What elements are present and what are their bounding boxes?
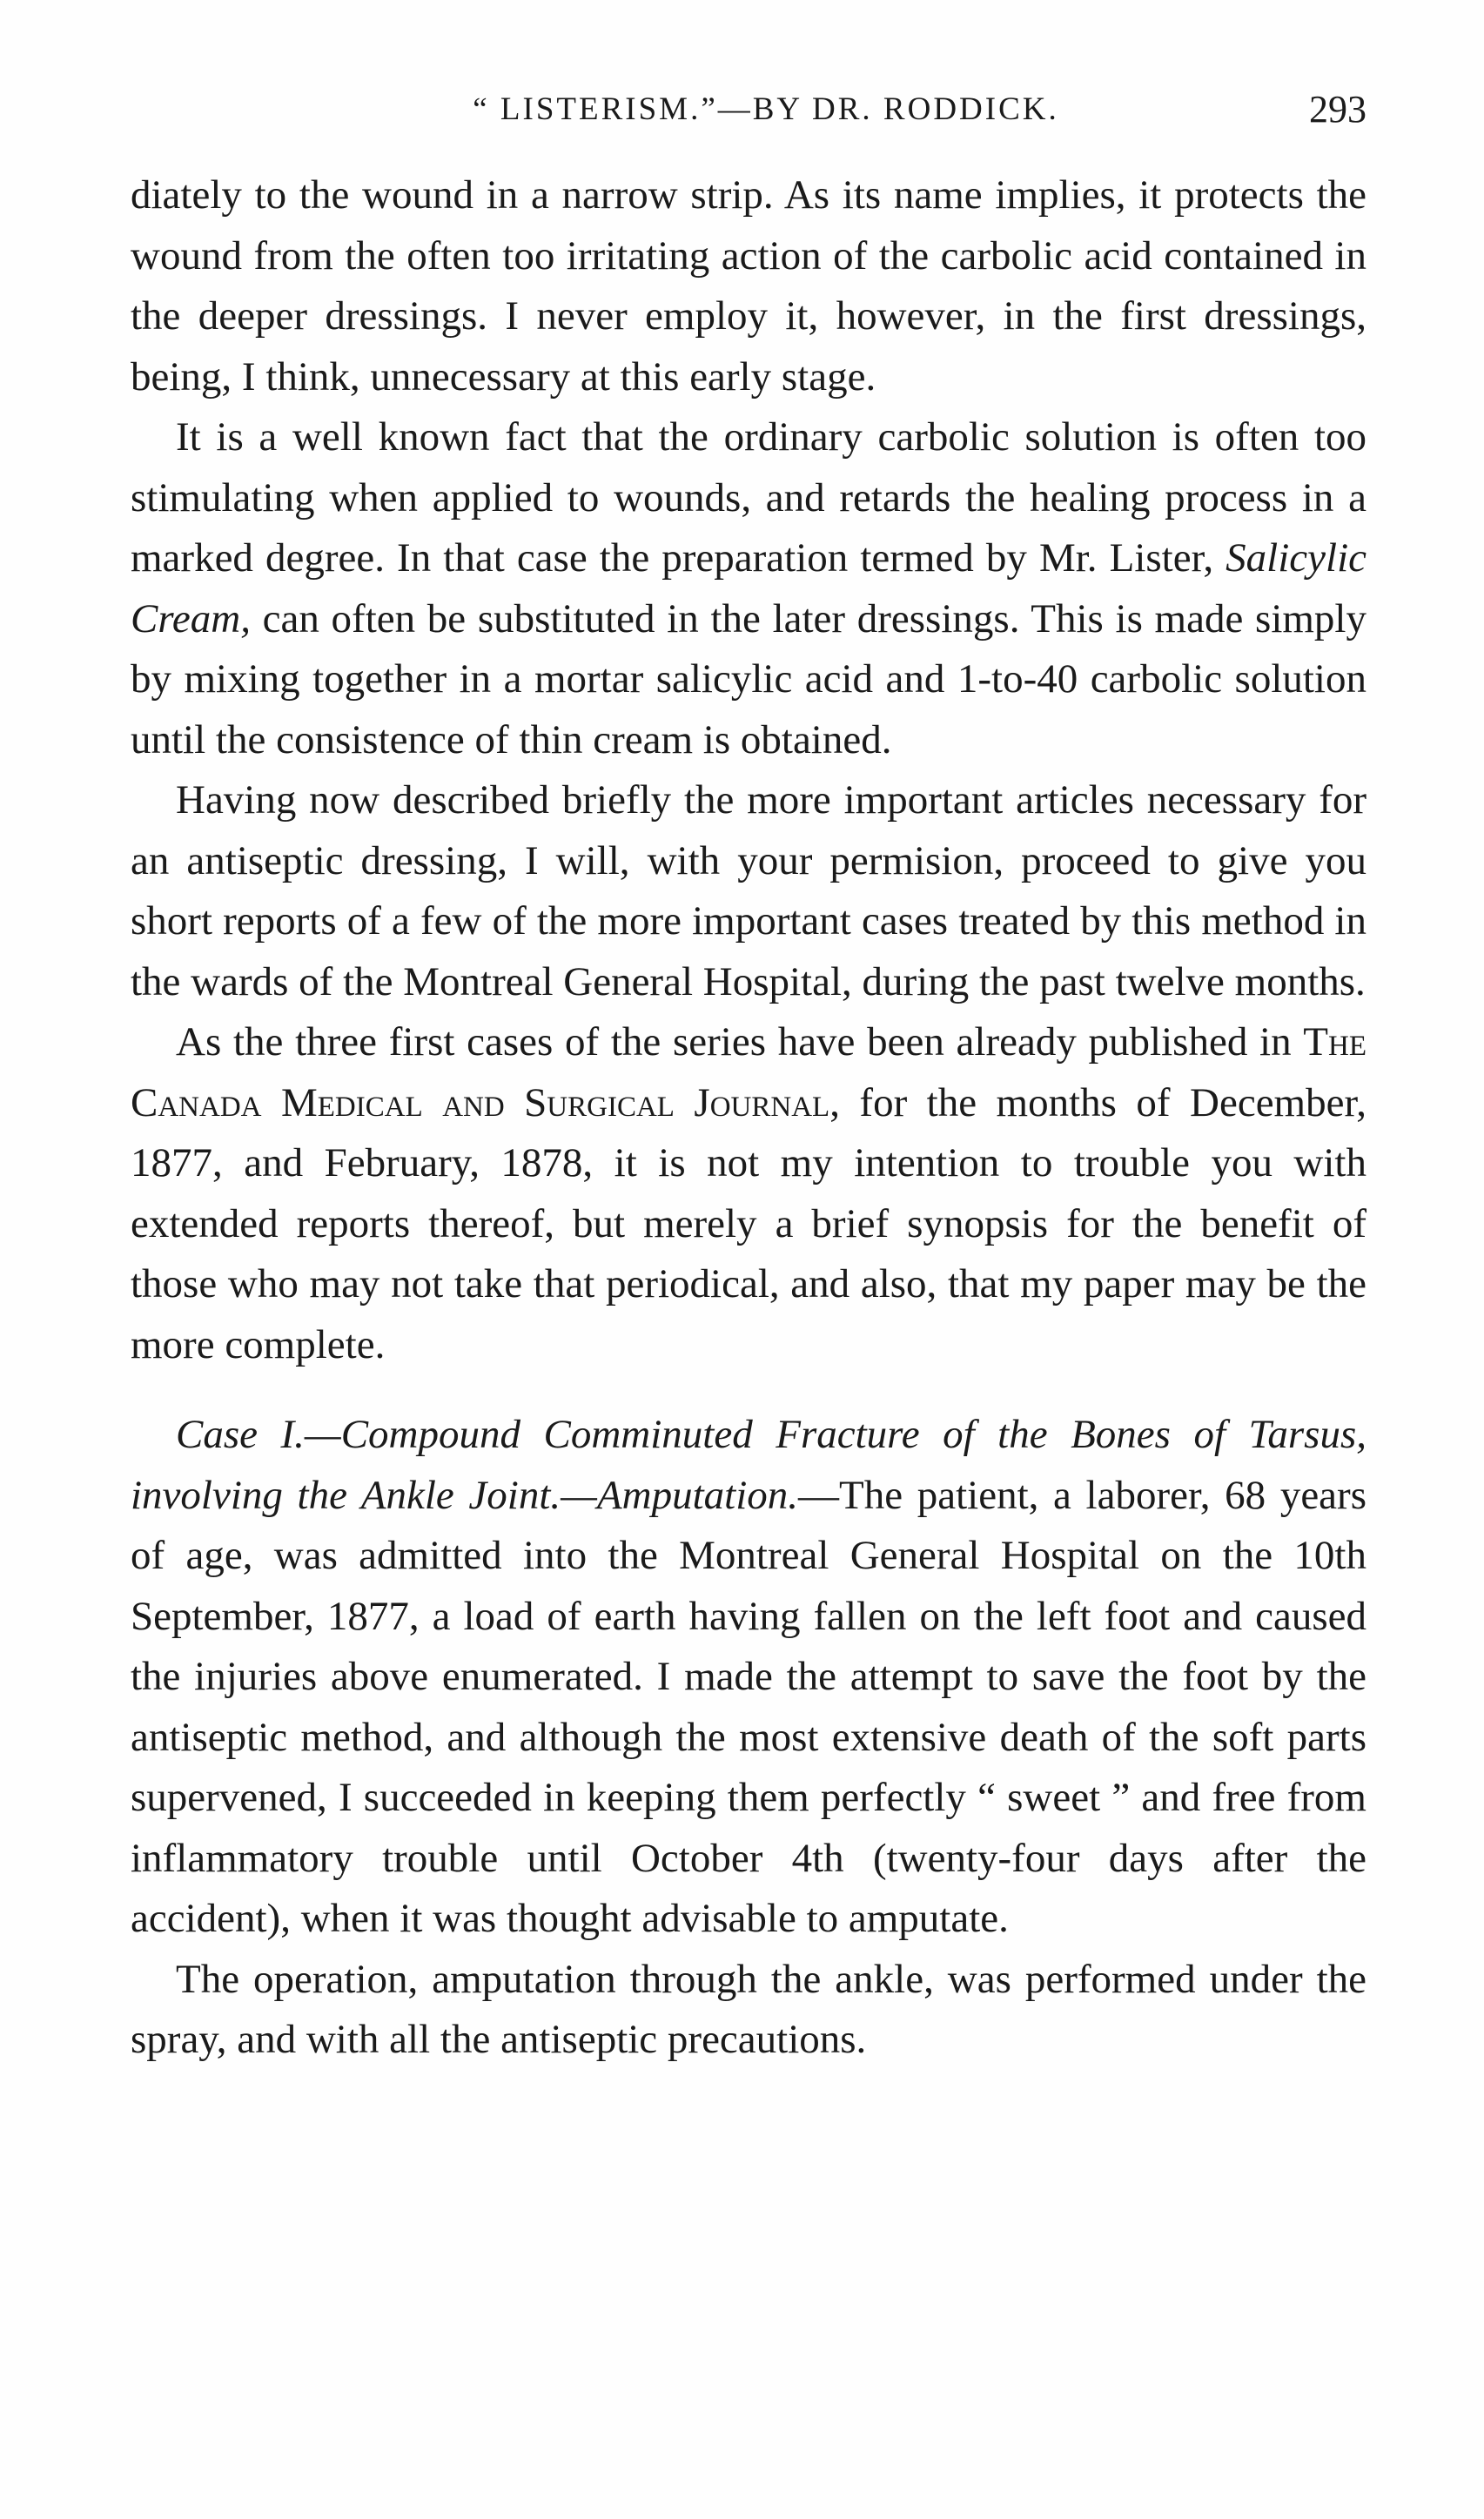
paragraph-4-text-before: As the three first cases of the series have been already published in [176, 1019, 1304, 1065]
paragraph-3 [131, 770, 1366, 1012]
paragraph-1-text: diately to the wound in a narrow strip. As its name implies, it protects the wound from the often too irritating action of the carbolic acid contained in the deeper dressings. I never employ it, however, in the first dressings, being, I think, unnecessary at this early stage. [131, 172, 1366, 400]
paragraph-4-text-after: for the months of December, 1877, and February, 1878, it is not my intention to trouble you with extended reports thereof, but merely a brief synopsis for the benefit of those who may not take that periodical, and also, that my paper may be the more complete. [131, 1079, 1366, 1367]
paragraph-4 [131, 1012, 1366, 1375]
case-1-text: —The patient, a laborer, 68 years of age, was admitted into the Montreal General Hospital on the 10th September, 1877, a load of earth having fallen on the left foot and caused the injuries above enumerated. I made the attempt to save the foot by the antiseptic method, and although the most extensive death of the soft parts supervened, I succeeded in keeping them perfectly “ sweet ” and free from inflammatory trouble until October 4th (twenty-four days after the accident), when it was thought advisable to amputate. [131, 1472, 1366, 1941]
paragraph-3-text: Having now described briefly the more important articles necessary for an antiseptic dressing, I will, with your permision, proceed to give you short reports of a few of the more important cases treated by this method in the wards of the Montreal General Hospital, during the past twelve months. [131, 777, 1366, 1004]
body-text [131, 165, 1366, 2071]
running-head [131, 84, 1366, 136]
paragraph-2-text-before: It is a well known fact that the ordinary carbolic solution is often too stimulating when applied to wounds, and retards the healing process in a marked degree. In that case the preparation termed by Mr. Lister, [131, 414, 1366, 581]
paragraph-2-text-after: can often be substituted in the later dressings. This is made simply by mixing together in a mortar salicylic acid and 1-to-40 carbolic solution until the consistence of thin cream is obtained. [131, 595, 1366, 762]
case-1-heading: Case I.—Compound Comminuted Fracture of the Bones of Tarsus, involving the Ankle Joint.—Amputation. [131, 1412, 1366, 1518]
paragraph-1 [131, 165, 1366, 407]
paragraph-6-text: The operation, amputation through the ankle, was performed under the spray, and with all the antiseptic precautions. [131, 1956, 1366, 2062]
salicylic-cream-term: Salicylic Cream, [131, 535, 1366, 642]
journal-title: The Canada Medical and Surgical Journal, [131, 1019, 1366, 1125]
paragraph-6 [131, 1950, 1366, 2071]
running-title: “ LISTERISM.”—BY DR. RODDICK. [473, 91, 1059, 127]
paragraph-2 [131, 407, 1366, 770]
case-1-paragraph [131, 1405, 1366, 1950]
page-number: 293 [1309, 88, 1366, 131]
